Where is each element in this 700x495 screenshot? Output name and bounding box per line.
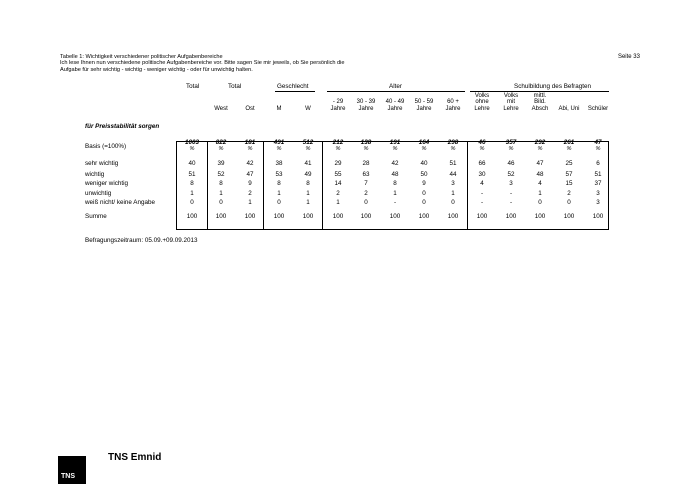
table-cell: 38 <box>275 160 283 167</box>
table-cell: 47 <box>536 160 544 167</box>
table-cell: 100 <box>215 213 227 220</box>
row-label: weiß nicht/ keine Angabe <box>85 199 156 206</box>
table-cell: 47 <box>246 171 254 178</box>
table-cell: 8 <box>219 180 223 187</box>
table-cell: 1 <box>248 199 252 206</box>
row-label: Summe <box>85 213 107 220</box>
table-cell: 1 <box>190 190 194 197</box>
tns-logo-icon: TNS <box>58 456 86 484</box>
percent-sign: % <box>305 146 311 152</box>
table-cell: 51 <box>188 171 196 178</box>
percent-sign: % <box>247 146 253 152</box>
basis-value: 512 <box>302 139 314 146</box>
percent-sign: % <box>189 146 195 152</box>
table-cell: 39 <box>217 160 225 167</box>
page-number: Seite 33 <box>617 54 640 60</box>
column-header: Volks mit Lehre <box>503 92 519 112</box>
table-cell: 63 <box>362 171 370 178</box>
group-schulbildung: Schulbildung des Befragten <box>514 83 592 90</box>
group-total-region: Total <box>228 83 242 90</box>
table-cell: 100 <box>360 213 372 220</box>
table-cell: 30 <box>478 171 486 178</box>
table-cell: 4 <box>538 180 542 187</box>
table-cell: 7 <box>364 180 368 187</box>
table-cell: 100 <box>389 213 401 220</box>
table-cell: 3 <box>596 199 600 206</box>
table-cell: 1 <box>277 190 281 197</box>
table-cell: 8 <box>277 180 281 187</box>
table-cell: - <box>393 199 397 206</box>
table-cell: 3 <box>596 190 600 197</box>
percent-sign: % <box>479 146 485 152</box>
section-title: für Preisstabilität sorgen <box>85 123 160 130</box>
basis-value: 1003 <box>184 139 199 146</box>
table-cell: 1 <box>393 190 397 197</box>
table-cell: 46 <box>507 160 515 167</box>
basis-value: 181 <box>244 139 256 146</box>
percent-sign: % <box>276 146 282 152</box>
table-cell: 42 <box>246 160 254 167</box>
table-cell: 25 <box>565 160 573 167</box>
table-cell: 55 <box>334 171 342 178</box>
table-cell: 40 <box>188 160 196 167</box>
column-divider <box>467 141 468 230</box>
company-name: TNS Emnid <box>108 452 162 463</box>
percent-sign: % <box>363 146 369 152</box>
table-cell: 1 <box>219 190 223 197</box>
table-cell: - <box>509 199 513 206</box>
table-cell: 0 <box>364 199 368 206</box>
question-text-line-1: Ich lese Ihnen nun verschiedene politische Aufgabenbereiche vor. Bitte sagen Sie mir jeweils, ob Sie persönlich die <box>60 60 345 67</box>
table-cell: 0 <box>277 199 281 206</box>
table-cell: 15 <box>565 180 573 187</box>
table-cell: 100 <box>476 213 488 220</box>
column-header: 30 - 39 Jahre <box>356 99 376 112</box>
table-cell: 1 <box>336 199 340 206</box>
row-label: sehr wichtig <box>85 160 119 167</box>
table-cell: 2 <box>248 190 252 197</box>
table-cell: 37 <box>594 180 602 187</box>
column-header: 60 + Jahre <box>445 99 461 112</box>
column-divider <box>263 141 264 230</box>
row-label: wichtig <box>85 171 105 178</box>
percent-sign: % <box>335 146 341 152</box>
percent-sign: % <box>508 146 514 152</box>
column-header: - 29 Jahre <box>330 99 346 112</box>
column-header: mittl. Bild. Absch <box>531 92 549 112</box>
table-cell: 1 <box>451 190 455 197</box>
basis-value: 138 <box>360 139 372 146</box>
table-cell: 100 <box>302 213 314 220</box>
basis-value: 191 <box>389 139 401 146</box>
table-cell: 52 <box>217 171 225 178</box>
table-cell: 48 <box>391 171 399 178</box>
table-title: Tabelle 1: Wichtigkeit verschiedener politischer Aufgabenbereiche <box>60 54 223 60</box>
table-cell: 1 <box>306 190 310 197</box>
basis-value: 164 <box>418 139 430 146</box>
percent-sign: % <box>218 146 224 152</box>
table-cell: 100 <box>447 213 459 220</box>
percent-sign: % <box>450 146 456 152</box>
table-cell: 66 <box>478 160 486 167</box>
group-total: Total <box>186 83 200 90</box>
percent-sign: % <box>421 146 427 152</box>
table-cell: 14 <box>334 180 342 187</box>
column-header: Volks ohne Lehre <box>474 92 490 112</box>
table-cell: 6 <box>596 160 600 167</box>
basis-value: 298 <box>447 139 459 146</box>
percent-sign: % <box>566 146 572 152</box>
table-cell: 8 <box>393 180 397 187</box>
table-cell: 100 <box>592 213 604 220</box>
percent-sign: % <box>537 146 543 152</box>
column-header: 40 - 49 Jahre <box>385 99 405 112</box>
basis-label: Basis (=100%) <box>85 143 127 150</box>
table-cell: - <box>509 190 513 197</box>
table-cell: 50 <box>420 171 428 178</box>
table-cell: 53 <box>275 171 283 178</box>
basis-value: 212 <box>332 139 344 146</box>
table-cell: 29 <box>334 160 342 167</box>
table-cell: 0 <box>219 199 223 206</box>
table-cell: 8 <box>190 180 194 187</box>
table-cell: 42 <box>391 160 399 167</box>
table-cell: 1 <box>306 199 310 206</box>
table-cell: 28 <box>362 160 370 167</box>
basis-value: 822 <box>215 139 227 146</box>
table-cell: 9 <box>248 180 252 187</box>
table-cell: 100 <box>244 213 256 220</box>
percent-sign: % <box>392 146 398 152</box>
table-cell: 40 <box>420 160 428 167</box>
column-divider <box>322 141 323 230</box>
table-cell: - <box>480 190 484 197</box>
table-cell: 2 <box>364 190 368 197</box>
table-header <box>60 54 345 73</box>
table-cell: 0 <box>422 190 426 197</box>
table-cell: 0 <box>567 199 571 206</box>
table-cell: 48 <box>536 171 544 178</box>
table-cell: 41 <box>304 160 312 167</box>
basis-value: 357 <box>505 139 517 146</box>
table-cell: 51 <box>449 160 457 167</box>
column-header: M <box>276 105 282 112</box>
column-header: West <box>214 105 228 112</box>
table-cell: 3 <box>451 180 455 187</box>
basis-value: 261 <box>563 139 575 146</box>
column-header: 50 - 59 Jahre <box>414 99 434 112</box>
table-cell: 100 <box>534 213 546 220</box>
table-cell: 0 <box>451 199 455 206</box>
table-cell: 0 <box>190 199 194 206</box>
basis-value: 491 <box>273 139 285 146</box>
table-cell: 0 <box>422 199 426 206</box>
row-label: unwichtig <box>85 190 112 197</box>
table-cell: 100 <box>332 213 344 220</box>
column-header: Ost <box>245 105 255 112</box>
table-cell: 4 <box>480 180 484 187</box>
table-cell: 44 <box>449 171 457 178</box>
table-cell: 49 <box>304 171 312 178</box>
table-cell: 51 <box>594 171 602 178</box>
column-header: Abi, Uni <box>558 105 580 112</box>
table-cell: 2 <box>567 190 571 197</box>
group-geschlecht: Geschlecht <box>277 83 309 90</box>
survey-period: Befragungszeitraum: 05.09.+09.09.2013 <box>85 237 198 244</box>
column-header: W <box>305 105 311 112</box>
question-text-line-2: Aufgabe für sehr wichtig - wichtig - weniger wichtig - oder für unwichtig halten. <box>60 66 253 73</box>
table-cell: 3 <box>509 180 513 187</box>
row-label: weniger wichtig <box>85 180 129 187</box>
table-cell: 57 <box>565 171 573 178</box>
basis-value: 46 <box>478 139 486 146</box>
table-cell: 100 <box>563 213 575 220</box>
table-cell: 2 <box>336 190 340 197</box>
table-cell: 8 <box>306 180 310 187</box>
table-cell: 100 <box>273 213 285 220</box>
percent-sign: % <box>595 146 601 152</box>
table-cell: 52 <box>507 171 515 178</box>
table-cell: 9 <box>422 180 426 187</box>
table-cell: 100 <box>418 213 430 220</box>
basis-value: 47 <box>594 139 602 146</box>
basis-value: 292 <box>534 139 546 146</box>
table-cell: - <box>480 199 484 206</box>
table-cell: 100 <box>186 213 198 220</box>
table-cell: 100 <box>505 213 517 220</box>
table-cell: 1 <box>538 190 542 197</box>
column-header: Schüler <box>587 105 609 112</box>
group-alter: Alter <box>389 83 402 90</box>
table-cell: 0 <box>538 199 542 206</box>
